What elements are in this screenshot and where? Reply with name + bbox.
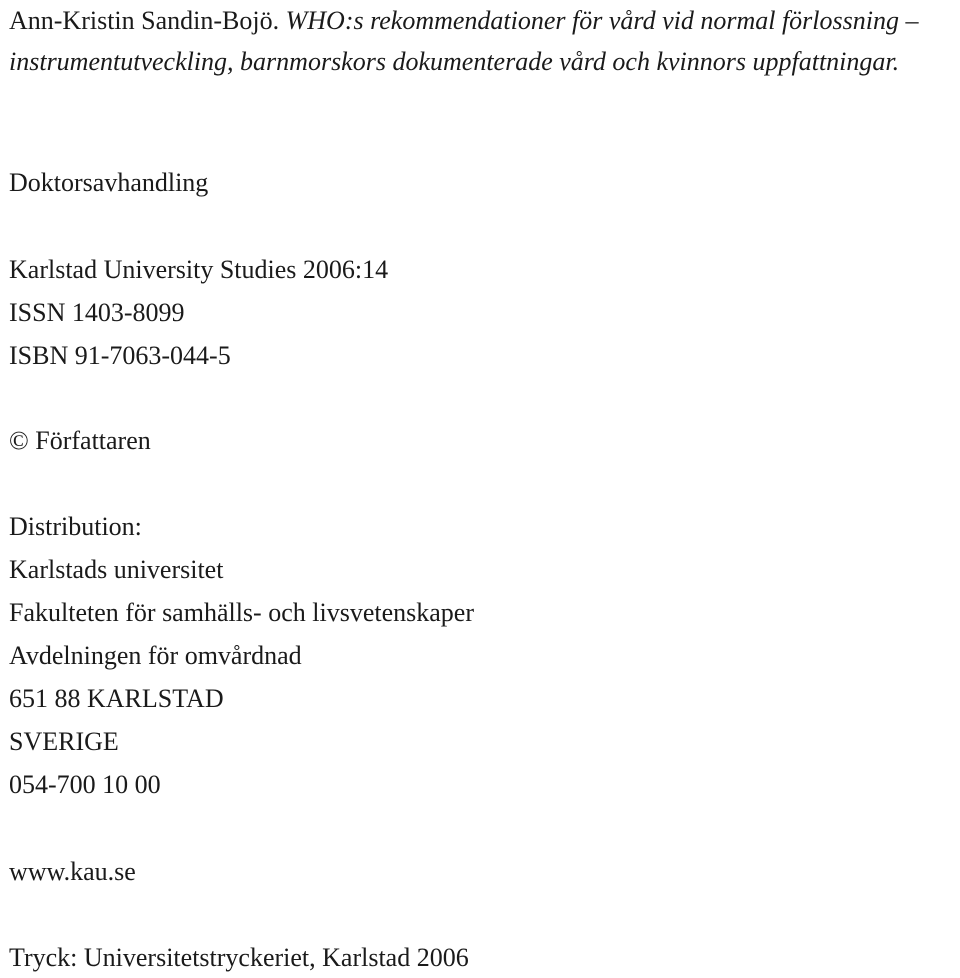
distribution-department: Avdelningen för omvårdnad [9,641,302,670]
copyright-line: © Författaren [9,426,151,455]
distribution-country: SVERIGE [9,727,119,756]
distribution-faculty: Fakulteten för samhälls- och livsvetenskaper [9,598,474,627]
series-line: Karlstad University Studies 2006:14 [9,255,389,284]
website-line: www.kau.se [9,857,136,886]
distribution-label: Distribution: [9,512,142,541]
printer-line: Tryck: Universitetstryckeriet, Karlstad 2006 [9,943,469,972]
author-name: Ann-Kristin Sandin-Bojö. [9,6,280,35]
thesis-title: WHO:s rekommendationer för vård vid normal förlossning – instrumentutveckling, barnmorskors dokumenterade vård och kvinnors uppfattningar. [9,6,919,76]
isbn-line: ISBN 91-7063-044-5 [9,341,231,370]
distribution-university: Karlstads universitet [9,555,224,584]
thesis-type: Doktorsavhandling [9,168,209,197]
issn-line: ISSN 1403-8099 [9,298,185,327]
distribution-postal: 651 88 KARLSTAD [9,684,224,713]
distribution-phone: 054-700 10 00 [9,770,161,799]
citation-header [9,0,954,82]
